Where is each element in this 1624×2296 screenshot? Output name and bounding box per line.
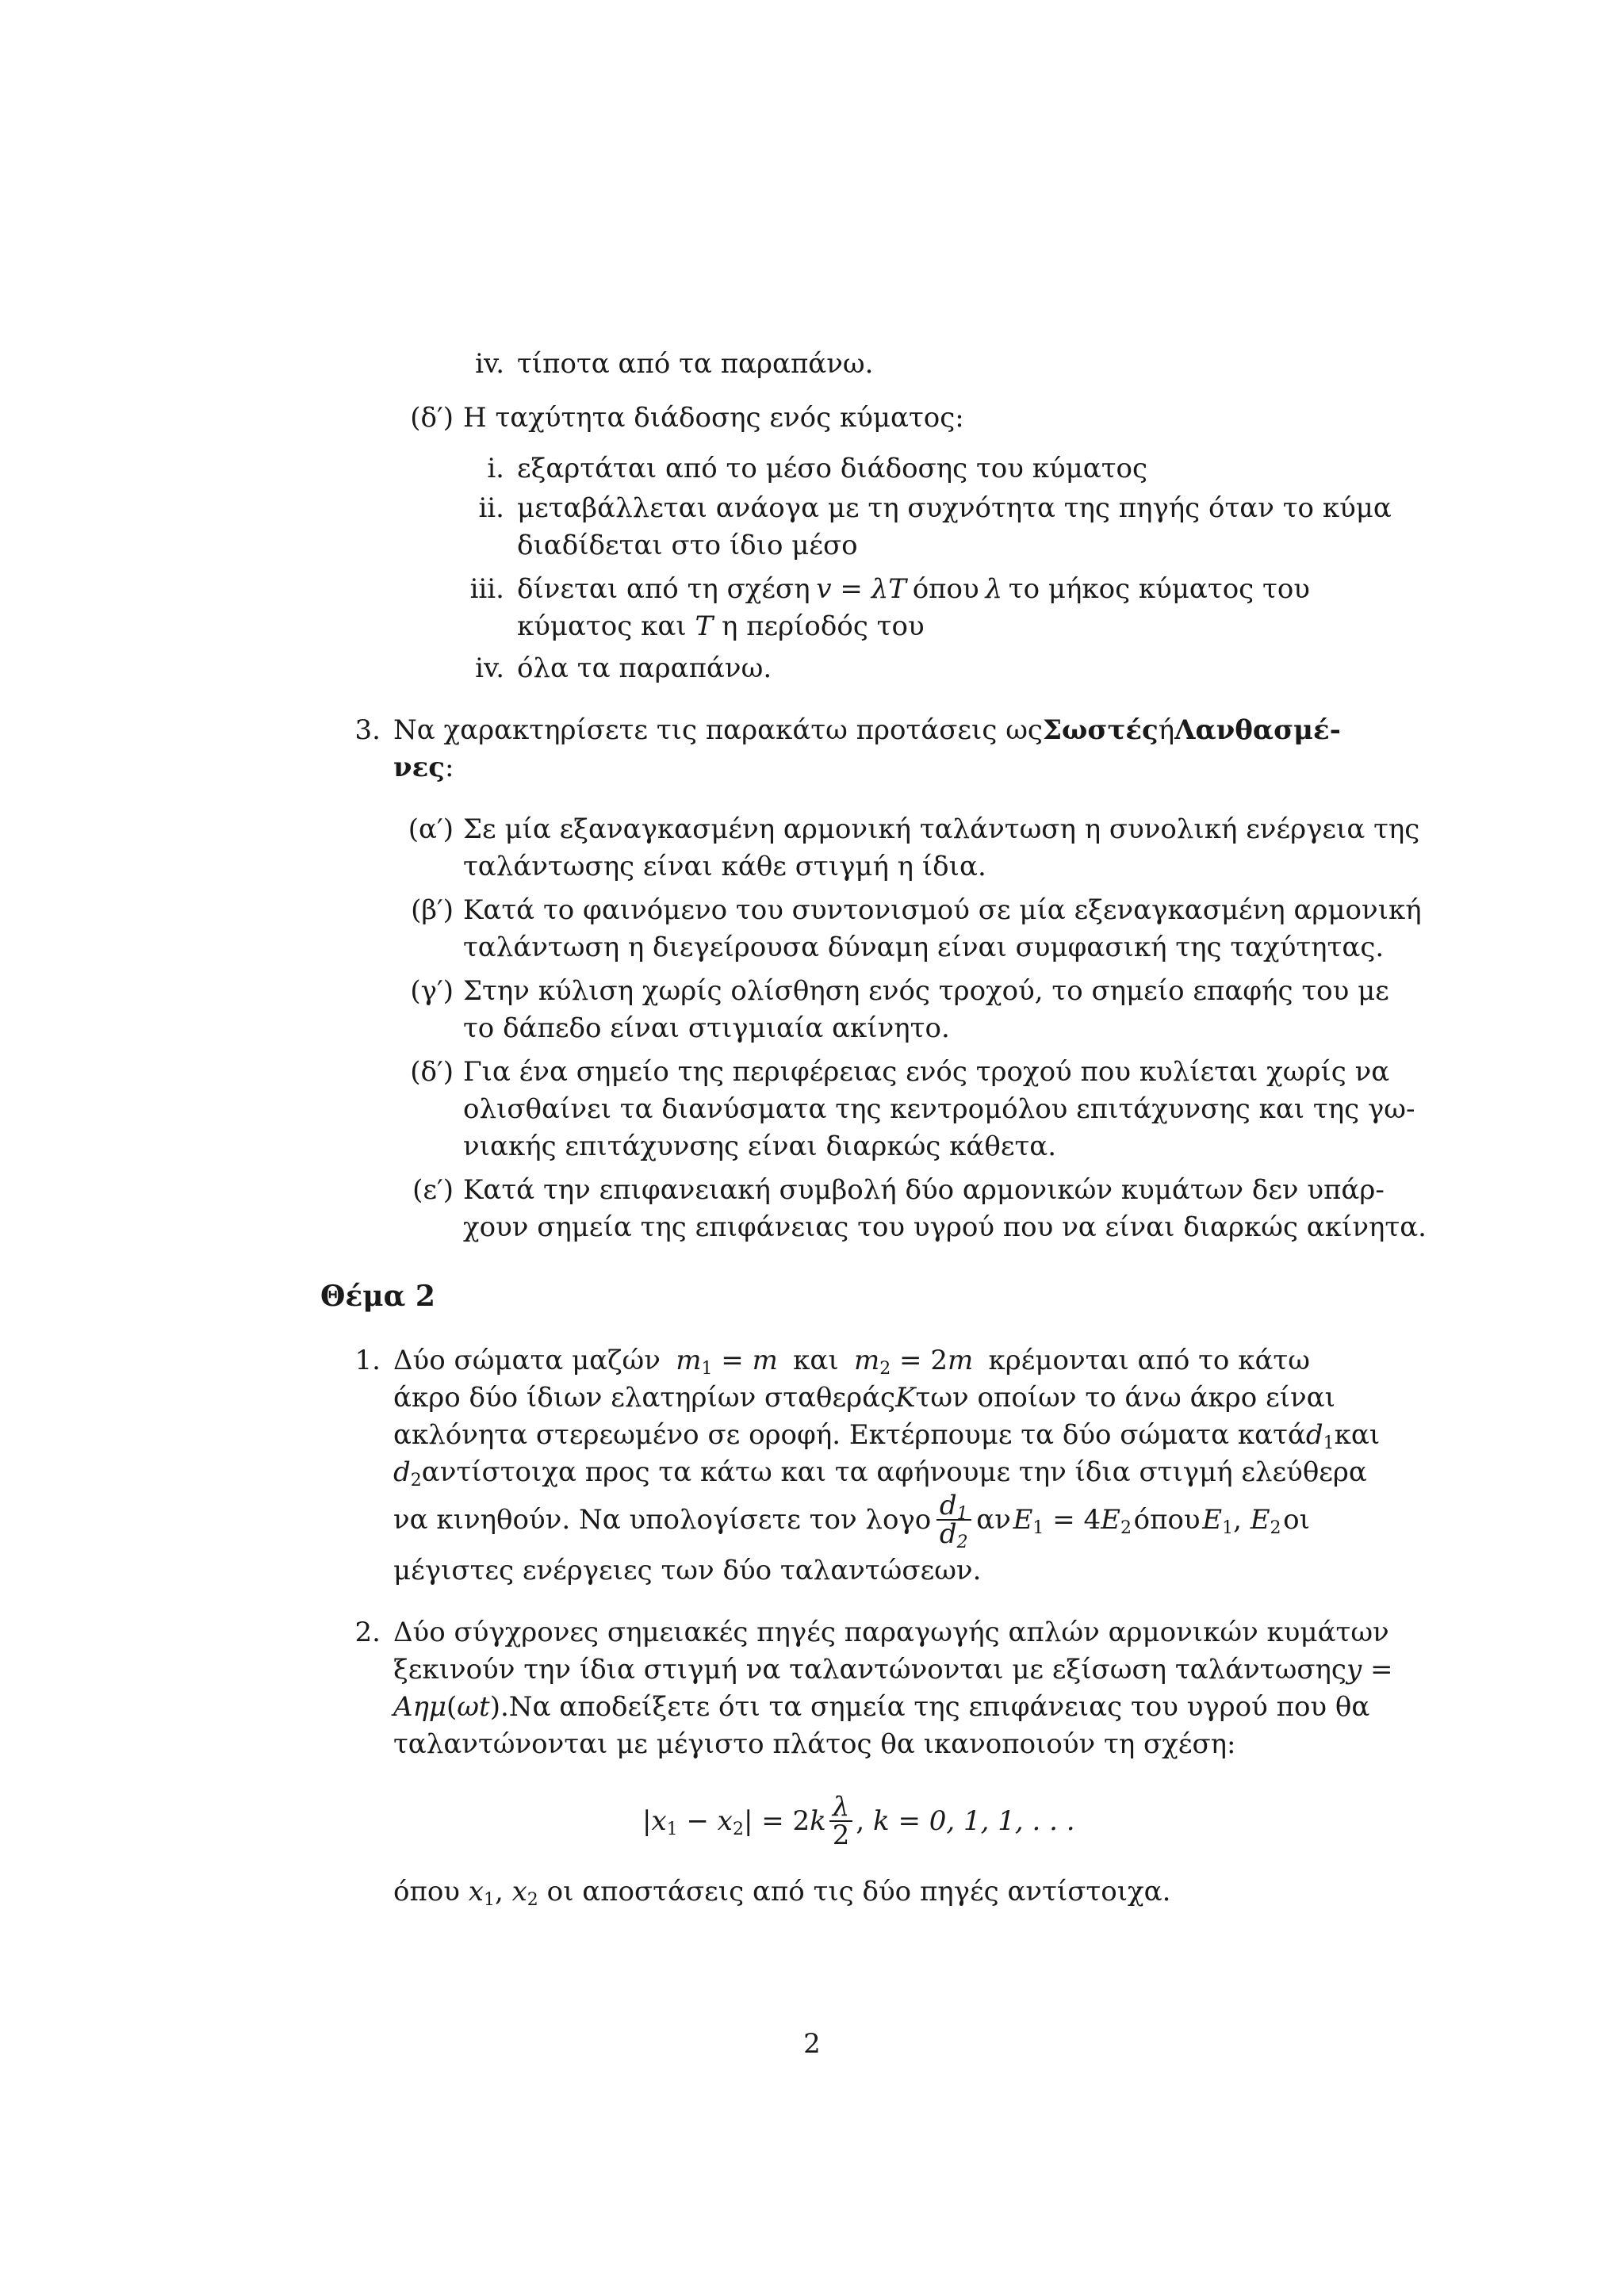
text-fragment: κύματος και [517, 610, 687, 642]
formula: $m_1 = m$ [676, 1345, 778, 1379]
text-fragment: κρέμονται από το κάτω [988, 1345, 1310, 1376]
formula: $|x_1 - x_2| = 2k$ [642, 1804, 826, 1839]
statement-label: (α′) [408, 813, 454, 845]
text-fragment: : [444, 752, 454, 783]
text-fragment: το μήκος κύματος του [1008, 573, 1310, 605]
text-fragment: οι [1283, 1503, 1310, 1536]
text-fragment: όπου [912, 573, 979, 605]
statement-text: Για ένα σημείο της περιφέρειας ενός τροχού που κυλίεται χωρίς να [463, 1056, 1390, 1088]
question-title: Η ταχύτητα διάδοσης ενός κύματος: [463, 402, 964, 434]
text-fragment: των οποίων το άνω άκρο είναι [915, 1382, 1335, 1414]
problem-text: μέγιστες ενέργειες των δύο ταλαντώσεων. [393, 1555, 982, 1586]
formula: v = λT [816, 573, 906, 605]
fraction: $\frac{d_1}{d_2}$ [936, 1492, 971, 1548]
item-text: όλα τα παραπάνω. [517, 652, 772, 684]
statement-label: (ε′) [412, 1174, 454, 1206]
statement-label: (β′) [411, 894, 454, 926]
display-equation [642, 1787, 1075, 1855]
formula: $m_2 = 2m$ [854, 1345, 974, 1379]
item-number: i. [487, 453, 504, 484]
problem-text [393, 1342, 1310, 1380]
text-fragment: οι αποστάσεις από τις δύο πηγές αντίστοιχα. [546, 1876, 1171, 1908]
statement-text: Κατά το φαινόμενο του συντονισμού σε μία εξεναγκασμένη αρμονική [463, 894, 1422, 926]
problem-text [393, 1454, 1367, 1491]
formula: Aημ(ωt). [393, 1691, 509, 1723]
text-fragment: αν [976, 1503, 1011, 1536]
statement-label: (δ′) [410, 1056, 454, 1088]
problem-text [393, 1873, 1170, 1911]
fraction: $\frac{\lambda}{2}$ [829, 1793, 853, 1849]
formula: , [856, 1804, 874, 1837]
question-number: 3. [354, 714, 381, 746]
item-number: iv. [475, 652, 504, 684]
statement-label: (γ′) [410, 975, 454, 1007]
formula: y = [1346, 1654, 1393, 1686]
text-fragment: ξεκινούν την ίδια στιγμή να ταλαντώνονται με εξίσωση ταλάντωσης [393, 1654, 1346, 1686]
section-heading: Θέμα 2 [320, 1280, 435, 1313]
formula: λ [985, 573, 1003, 605]
statement-text: χουν σημεία της επιφάνειας του υγρού που να είναι διαρκώς ακίνητα. [463, 1211, 1427, 1243]
item-text: μεταβάλλεται ανάογα με τη συχνότητα της πηγής όταν το κύμα [517, 492, 1392, 524]
text-fragment: άκρο δύο ίδιων ελατηρίων σταθεράς [393, 1382, 896, 1414]
formula: T [695, 610, 714, 642]
text-fragment: και [1334, 1419, 1381, 1451]
statement-text: ταλάντωσης είναι κάθε στιγμή η ίδια. [463, 851, 986, 882]
statement-text: ολισθαίνει τα διανύσματα της κεντρομόλου επιτάχυνσης και της γω- [463, 1093, 1415, 1125]
text-fragment: Δύο σώματα μαζών [393, 1345, 661, 1376]
problem-text: ταλαντώνονται με μέγιστο πλάτος θα ικανοποιούν τη σχέση: [393, 1728, 1236, 1760]
statement-text: ταλάντωση η διεγείρουσα δύναμη είναι συμφασική της ταχύτητας. [463, 932, 1385, 963]
problem-text [393, 1380, 1335, 1417]
formula: $E_1$, $E_2$ [1202, 1503, 1281, 1538]
item-text: διαδίδεται στο ίδιο μέσο [517, 530, 858, 561]
statement-text: Κατά την επιφανειακή συμβολή δύο αρμονικών κυμάτων δεν υπάρ- [463, 1174, 1385, 1206]
bold-term: Λανθασμέ- [1174, 714, 1341, 746]
statement-text: το δάπεδο είναι στιγμιαία ακίνητο. [463, 1012, 950, 1044]
problem-number: 2. [354, 1617, 381, 1648]
question-intro [393, 712, 1341, 749]
text-fragment: Να χαρακτηρίσετε τις παρακάτω προτάσεις ως [393, 714, 1043, 746]
text-fragment: όπου [393, 1876, 460, 1908]
item-text [517, 608, 925, 645]
problem-text [393, 1417, 1381, 1454]
bold-term: Σωστές [1042, 714, 1159, 746]
statement-text: Στην κύλιση χωρίς ολίσθηση ενός τροχού, το σημείο επαφής του με [463, 975, 1389, 1007]
item-number: iv. [475, 348, 504, 380]
problem-text [393, 1490, 1310, 1552]
bold-term: νες [393, 752, 445, 783]
formula: $E_1 = 4E_2$ [1013, 1503, 1132, 1538]
text-fragment: ή [1158, 714, 1175, 746]
text-fragment: η περίοδός του [721, 610, 925, 642]
formula: K [895, 1382, 916, 1414]
text-fragment: να κινηθούν. Να υπολογίσετε τον λογο [393, 1503, 932, 1536]
item-text: τίποτα από τα παραπάνω. [517, 348, 874, 380]
formula: $x_1$, $x_2$ [468, 1876, 538, 1910]
formula: k = 0, 1, 1, . . . [873, 1804, 1075, 1837]
formula: $d_1$ [1305, 1419, 1335, 1453]
item-text: εξαρτάται από το μέσο διάδοσης του κύματος [517, 453, 1148, 484]
text-fragment: όπου [1133, 1503, 1201, 1536]
statement-text: Σε μία εξαναγκασμένη αρμονική ταλάντωση η συνολική ενέργεια της [463, 813, 1420, 845]
text-fragment: Να αποδείξετε ότι τα σημεία της επιφάνειας του υγρού που θα [508, 1691, 1370, 1723]
statement-text: νιακής επιτάχυνσης είναι διαρκώς κάθετα. [463, 1131, 1057, 1162]
text-fragment: δίνεται από τη σχέση [517, 573, 810, 605]
formula: $d_2$ [393, 1456, 422, 1490]
item-number: iii. [469, 573, 504, 605]
problem-number: 1. [354, 1345, 381, 1376]
question-intro [393, 749, 454, 786]
text-fragment: αντίστοιχα προς τα κάτω και τα αφήνουμε την ίδια στιγμή ελεύθερα [421, 1456, 1367, 1488]
question-label: (δ′) [410, 402, 454, 434]
problem-text [393, 1651, 1393, 1689]
page-number: 2 [803, 2028, 821, 2060]
problem-text: Δύο σύγχρονες σημειακές πηγές παραγωγής απλών αρμονικών κυμάτων [393, 1617, 1389, 1648]
text-fragment: και [793, 1345, 839, 1376]
problem-text [393, 1689, 1370, 1726]
item-number: ii. [478, 492, 504, 524]
text-fragment: ακλόνητα στερεωμένο σε οροφή. Εκτέρπουμε τα δύο σώματα κατά [393, 1419, 1306, 1451]
item-text [517, 571, 1310, 608]
